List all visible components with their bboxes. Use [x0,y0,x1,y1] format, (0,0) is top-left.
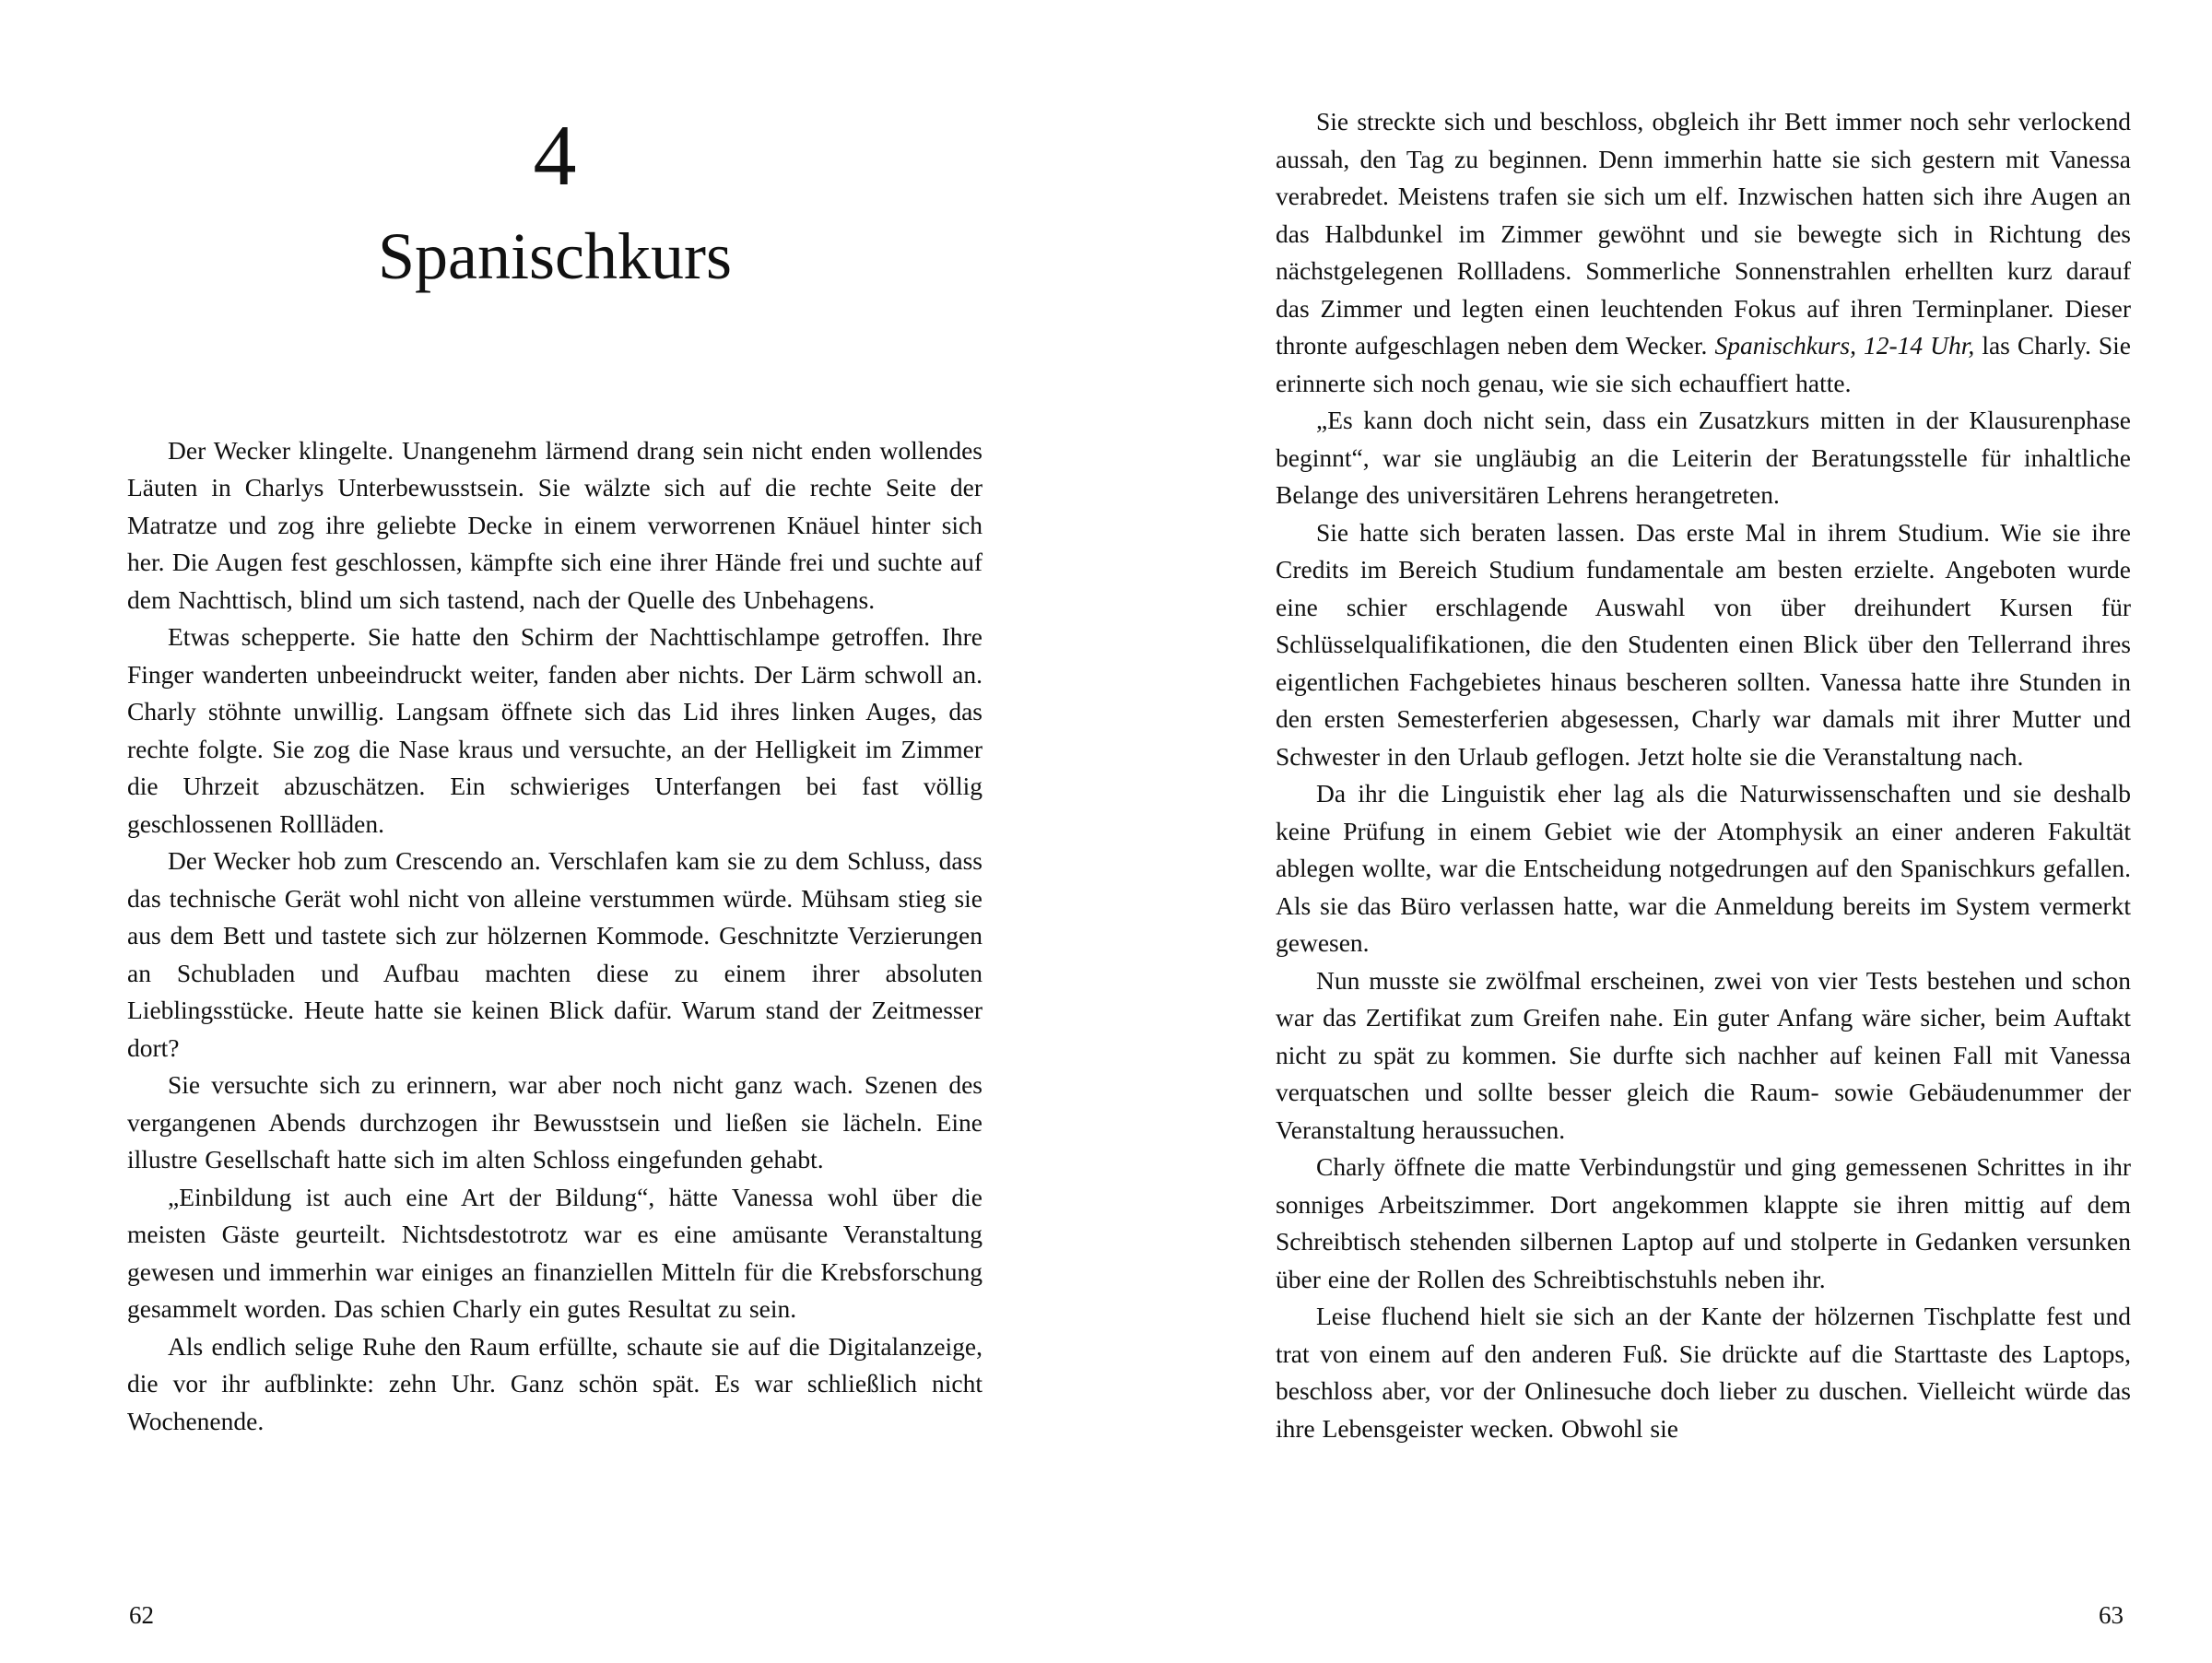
right-page [1276,103,2131,1447]
left-page-body-text [127,432,982,1441]
chapter-title: Spanischkurs [378,219,732,294]
left-page [127,109,982,1440]
paragraph [127,1179,982,1328]
right-page-number: 63 [2099,1601,2124,1629]
paragraph [1276,962,2131,1150]
text-run: Sie hatte sich beraten lassen. Das erste Mal in ihrem Studium. Wie sie ihre Credits im Bereich Studium fundamentale am besten erzielte. Angeboten wurde eine schier erschlagende Auswahl von über dreihundert Kursen für Schlüsselqualifikationen, die den Studenten einen Blick über den Tellerrand ihres eigentlichen Fachgebietes hinaus bescheren sollten. Vanessa hatte ihre Stunden in den ersten Semesterferien abgesessen, Charly war damals mit ihrer Mutter und Schwester in den Urlaub geflogen. Jetzt holte sie die Veranstaltung nach. [1276,517,2131,771]
paragraph [127,1328,982,1441]
paragraph [1276,1298,2131,1447]
paragraph [1276,775,2131,962]
right-page-body-text [1276,103,2131,1447]
text-run: Nun musste sie zwölfmal erscheinen, zwei von vier Tests bestehen und schon war das Zertifikat zum Greifen nahe. Ein guter Anfang wäre sicher, beim Auftakt nicht zu spät zu kommen. Sie durfte sich nachher auf keinen Fall mit Vanessa verquatschen und sollte besser gleich die Raum- sowie Gebäudenummer der Veranstaltung heraussuchen. [1276,965,2131,1144]
text-run: „Es kann doch nicht sein, dass ein Zusatzkurs mitten in der Klausurenphase beginnt“, war sie ungläubig an die Leiterin der Beratungsstelle für inhaltliche Belange des universitären Lehrens herangetreten. [1276,406,2131,509]
text-run: Als endlich selige Ruhe den Raum erfüllte, schaute sie auf die Digitalanzeige, die vor ihr aufblinkte: zehn Uhr. Ganz schön spät. Es war schließlich nicht Wochenende. [127,1331,982,1435]
text-run: las Charly. Sie erinnerte sich noch genau, wie sie sich echauffiert hatte. [1276,331,2131,397]
paragraph [127,619,982,843]
text-run: Da ihr die Linguistik eher lag als die Naturwissenschaften und sie deshalb keine Prüfung in einem Gebiet wie der Atomphysik an einer anderen Fakultät ablegen wollte, war die Entscheidung notgedrungen auf den Spanischkurs gefallen. Als sie das Büro verlassen hatte, war die Anmeldung bereits im System vermerkt gewesen. [1276,779,2131,957]
paragraph [127,432,982,619]
paragraph [127,843,982,1067]
paragraph [127,1067,982,1179]
chapter-heading [127,109,982,294]
italic-text-run: Spanischkurs, 12-14 Uhr, [1714,331,1975,360]
text-run: Charly öffnete die matte Verbindungstür und ging gemessenen Schrittes in ihr sonniges Arbeitszimmer. Dort angekommen klappte sie ihren mittig auf dem Schreibtisch stehenden silbernen Laptop auf und stolperte in Gedanken versunken über eine der Rollen des Schreibtischstuhls neben ihr. [1276,1152,2131,1293]
paragraph [1276,514,2131,776]
text-run: „Einbildung ist auch eine Art der Bildung“, hätte Vanessa wohl über die meisten Gäste geurteilt. Nichtsdestotrotz war es eine amüsante Veranstaltung gewesen und immerhin war einiges an finanziellen Mitteln für die Krebsforschung gesammelt worden. Das schien Charly ein gutes Resultat zu sein. [127,1182,982,1324]
text-run: Sie streckte sich und beschloss, obgleich ihr Bett immer noch sehr verlockend aussah, den Tag zu beginnen. Denn immerhin hatte sie sich gestern mit Vanessa verabredet. Meistens trafen sie sich um elf. Inzwischen hatten sich ihre Augen an das Halbdunkel im Zimmer gewöhnt und sie bewegte sich in Richtung des nächstgelegenen Rollladens. Sommerliche Sonnenstrahlen erhellten kurz darauf das Zimmer und legten einen leuchtenden Fokus auf ihren Terminplaner. Dieser thronte aufgeschlagen neben dem Wecker. [1276,107,2131,360]
text-run: Der Wecker hob zum Crescendo an. Verschlafen kam sie zu dem Schluss, dass das technische Gerät wohl nicht von alleine verstummen würde. Mühsam stieg sie aus dem Bett und tastete sich zur hölzernen Kommode. Geschnitzte Verzierungen an Schubladen und Aufbau machten diese zu einem ihrer absoluten Lieblingsstücke. Heute hatte sie keinen Blick dafür. Warum stand der Zeitmesser dort? [127,846,982,1062]
left-page-number: 62 [129,1601,154,1629]
paragraph [1276,402,2131,514]
text-run: Leise fluchend hielt sie sich an der Kante der hölzernen Tischplatte fest und trat von einem auf den anderen Fuß. Sie drückte auf die Starttaste des Laptops, beschloss aber, vor der Onlinesuche doch lieber zu duschen. Vielleicht würde das ihre Lebensgeister wecken. Obwohl sie [1276,1302,2131,1443]
text-run: Sie versuchte sich zu erinnern, war aber noch nicht ganz wach. Szenen des vergangenen Abends durchzogen ihr Bewusstsein und ließen sie lächeln. Eine illustre Gesellschaft hatte sich im alten Schloss eingefunden gehabt. [127,1070,982,1174]
paragraph [1276,1149,2131,1298]
chapter-number: 4 [533,108,577,204]
paragraph [1276,103,2131,402]
text-run: Etwas schepperte. Sie hatte den Schirm der Nachttischlampe getroffen. Ihre Finger wanderten unbeeindruckt weiter, fanden aber nichts. Der Lärm schwoll an. Charly stöhnte unwillig. Langsam öffnete sich das Lid ihres linken Auges, das rechte folgte. Sie zog die Nase kraus und versuchte, an der Helligkeit im Zimmer die Uhrzeit abzuschätzen. Ein schwieriges Unterfangen bei fast völlig geschlossenen Rollläden. [127,622,982,838]
text-run: Der Wecker klingelte. Unangenehm lärmend drang sein nicht enden wollendes Läuten in Charlys Unterbewusstsein. Sie wälzte sich auf die rechte Seite der Matratze und zog ihre geliebte Decke in einem verworrenen Knäuel hinter sich her. Die Augen fest geschlossen, kämpfte sich eine ihrer Hände frei und suchte auf dem Nachttisch, blind um sich tastend, nach der Quelle des Unbehagens. [127,435,982,614]
